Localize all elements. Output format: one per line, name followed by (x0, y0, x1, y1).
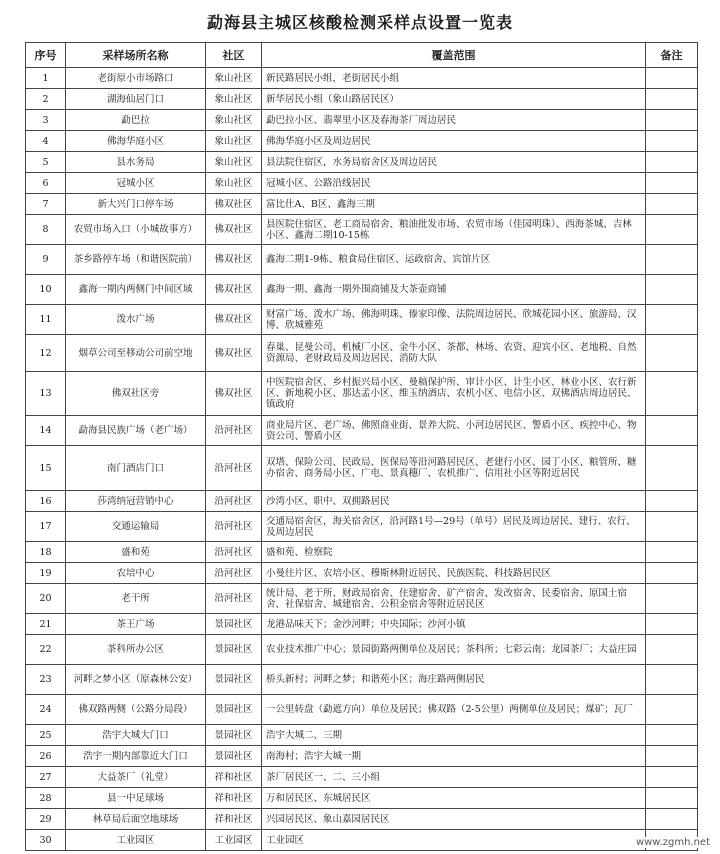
cell-community: 象山社区 (206, 173, 262, 194)
cell-community: 象山社区 (206, 131, 262, 152)
cell-no: 19 (26, 563, 66, 584)
cell-no: 6 (26, 173, 66, 194)
table-row (26, 372, 698, 416)
cell-coverage: 冠城小区、公路沿线居民 (262, 173, 646, 194)
table-row (26, 767, 698, 788)
cell-coverage: 统计局、老干所、财政局宿舍、住建宿舍、矿产宿舍、发改宿舍、民委宿舍、原国土宿舍、社保宿舍、城建宿舍、公积金宿舍等附近居民区 (262, 584, 646, 614)
cell-site: 鑫海一期内两侧门中间区域 (66, 275, 206, 305)
table-row (26, 725, 698, 746)
table-row (26, 215, 698, 245)
cell-no: 5 (26, 152, 66, 173)
cell-site: 佛双社区旁 (66, 372, 206, 416)
cell-community: 象山社区 (206, 110, 262, 131)
cell-site: 交通运输局 (66, 512, 206, 542)
cell-remark (646, 194, 698, 215)
table-row (26, 563, 698, 584)
table-row (26, 275, 698, 305)
cell-community: 景园社区 (206, 614, 262, 635)
cell-community: 祥和社区 (206, 809, 262, 830)
cell-coverage: 龙港品味天下；金沙河畔；中央国际；沙河小镇 (262, 614, 646, 635)
cell-coverage: 浩宇大城二、三期 (262, 725, 646, 746)
cell-community: 象山社区 (206, 68, 262, 89)
cell-community: 景园社区 (206, 665, 262, 695)
table-row (26, 416, 698, 446)
table-row (26, 110, 698, 131)
cell-no: 12 (26, 335, 66, 372)
cell-no: 3 (26, 110, 66, 131)
cell-community: 佛双社区 (206, 305, 262, 335)
cell-community: 沿河社区 (206, 563, 262, 584)
cell-remark (646, 542, 698, 563)
cell-coverage: 沙湾小区、职中、双拥路居民 (262, 491, 646, 512)
cell-no: 9 (26, 245, 66, 275)
table-row (26, 173, 698, 194)
table-row (26, 584, 698, 614)
cell-coverage: 富比仕A、B区、鑫海三期 (262, 194, 646, 215)
cell-site: 南门酒店门口 (66, 446, 206, 491)
cell-no: 26 (26, 746, 66, 767)
cell-no: 11 (26, 305, 66, 335)
cell-remark (646, 416, 698, 446)
cell-remark (646, 305, 698, 335)
cell-site: 佛海华庭小区 (66, 131, 206, 152)
cell-remark (646, 89, 698, 110)
cell-remark (646, 245, 698, 275)
cell-coverage: 勐巴拉小区、翡翠里小区及春海茶厂周边居民 (262, 110, 646, 131)
cell-no: 27 (26, 767, 66, 788)
cell-community: 沿河社区 (206, 542, 262, 563)
cell-remark (646, 68, 698, 89)
cell-coverage: 县医院住宿区、老工商局宿舍、粮油批发市场、农贸市场（佳园明珠）、西海茶城、吉林小区、鑫海二期10-15栋 (262, 215, 646, 245)
watermark: www.zgmh.net (635, 837, 710, 848)
cell-remark (646, 767, 698, 788)
cell-site: 新大兴门口停车场 (66, 194, 206, 215)
table-row (26, 131, 698, 152)
cell-site: 浩宇大城大门口 (66, 725, 206, 746)
cell-coverage: 工业园区 (262, 830, 646, 851)
cell-no: 24 (26, 695, 66, 725)
table-row (26, 446, 698, 491)
cell-remark (646, 563, 698, 584)
cell-remark (646, 809, 698, 830)
cell-site: 茶乡路停车场（和谐医院前） (66, 245, 206, 275)
cell-remark (646, 491, 698, 512)
table-row (26, 335, 698, 372)
cell-coverage: 鑫海一期、鑫海一期外围商铺及大茶壶商铺 (262, 275, 646, 305)
table-row (26, 830, 698, 851)
cell-coverage: 小曼往片区、农培小区、穆斯林附近居民、民族医院、科技路居民区 (262, 563, 646, 584)
table-row (26, 788, 698, 809)
cell-community: 景园社区 (206, 695, 262, 725)
cell-no: 7 (26, 194, 66, 215)
cell-remark (646, 446, 698, 491)
cell-coverage: 中医院宿舍区、乡村振兴局小区、曼稿保护所、审计小区、计生小区、林业小区、农行新区、新地税小区、那达孟小区、维玉纳酒店、农机小区、电信小区、双佛酒店周边居民、镇政府 (262, 372, 646, 416)
cell-no: 23 (26, 665, 66, 695)
cell-community: 工业园区 (206, 830, 262, 851)
cell-no: 22 (26, 635, 66, 665)
cell-site: 河畔之梦小区（原森林公安） (66, 665, 206, 695)
table-row (26, 665, 698, 695)
cell-coverage: 盛和苑、检察院 (262, 542, 646, 563)
table-header-row (26, 43, 698, 68)
cell-no: 25 (26, 725, 66, 746)
cell-no: 14 (26, 416, 66, 446)
cell-community: 佛双社区 (206, 194, 262, 215)
cell-no: 30 (26, 830, 66, 851)
cell-coverage: 佛海华庭小区及周边居民 (262, 131, 646, 152)
cell-no: 16 (26, 491, 66, 512)
cell-no: 15 (26, 446, 66, 491)
cell-remark (646, 110, 698, 131)
cell-remark (646, 725, 698, 746)
cell-no: 18 (26, 542, 66, 563)
table-row (26, 635, 698, 665)
header-community: 社区 (206, 43, 262, 68)
cell-no: 28 (26, 788, 66, 809)
cell-remark (646, 275, 698, 305)
cell-site: 老街原小市场路口 (66, 68, 206, 89)
table-row (26, 305, 698, 335)
header-remark: 备注 (646, 43, 698, 68)
cell-site: 佛双路两侧（公路分局段） (66, 695, 206, 725)
cell-site: 烟草公司至移动公司前空地 (66, 335, 206, 372)
cell-no: 8 (26, 215, 66, 245)
cell-no: 1 (26, 68, 66, 89)
cell-remark (646, 173, 698, 194)
cell-community: 象山社区 (206, 89, 262, 110)
cell-coverage: 财富广场、泼水广场、佛海明珠、傣家印像、法院周边居民、欣城花园小区、旅游局、汉博、欣城雅苑 (262, 305, 646, 335)
header-no: 序号 (26, 43, 66, 68)
cell-community: 佛双社区 (206, 335, 262, 372)
cell-community: 沿河社区 (206, 512, 262, 542)
cell-coverage: 新华居民小组（象山路居民区） (262, 89, 646, 110)
cell-coverage: 万和居民区、东城居民区 (262, 788, 646, 809)
cell-site: 茶王广场 (66, 614, 206, 635)
table-row (26, 491, 698, 512)
cell-coverage: 兴园居民区、象山嘉园居民区 (262, 809, 646, 830)
cell-site: 茶科所办公区 (66, 635, 206, 665)
cell-community: 沿河社区 (206, 491, 262, 512)
cell-site: 老干所 (66, 584, 206, 614)
table-row (26, 245, 698, 275)
cell-remark (646, 152, 698, 173)
cell-remark (646, 614, 698, 635)
cell-coverage: 县法院住宿区，水务局宿舍区及周边居民 (262, 152, 646, 173)
table-row (26, 614, 698, 635)
cell-no: 10 (26, 275, 66, 305)
cell-no: 20 (26, 584, 66, 614)
table-row (26, 542, 698, 563)
cell-remark (646, 512, 698, 542)
cell-coverage: 鑫海二期1-9栋、粮食局住宿区、运政宿舍、宾馆片区 (262, 245, 646, 275)
cell-remark (646, 372, 698, 416)
table-row (26, 68, 698, 89)
header-site: 采样场所名称 (66, 43, 206, 68)
header-coverage: 覆盖范围 (262, 43, 646, 68)
cell-remark (646, 695, 698, 725)
cell-site: 冠城小区 (66, 173, 206, 194)
table-row (26, 809, 698, 830)
cell-remark (646, 665, 698, 695)
cell-remark (646, 215, 698, 245)
page-title: 勐海县主城区核酸检测采样点设置一览表 (206, 13, 513, 32)
cell-coverage: 新民路居民小组，老街居民小组 (262, 68, 646, 89)
sampling-sites-table (25, 42, 698, 851)
cell-coverage: 农业技术推广中心；景园街路两侧单位及居民；茶科所；七彩云南；龙园茶厂；大益庄园 (262, 635, 646, 665)
cell-community: 象山社区 (206, 152, 262, 173)
cell-community: 佛双社区 (206, 372, 262, 416)
table-row (26, 512, 698, 542)
cell-site: 浩宇一期内部靠近大门口 (66, 746, 206, 767)
cell-coverage: 双塔、保险公司、民政局、医保局等沿河路居民区、老建行小区、园丁小区、粮管所、糖办宿舍、商务局小区、广电、景真穗厂、农机推广、信用社小区等附近居民 (262, 446, 646, 491)
cell-community: 祥和社区 (206, 767, 262, 788)
cell-site: 勐海县民族广场（老广场） (66, 416, 206, 446)
cell-remark (646, 131, 698, 152)
cell-remark (646, 335, 698, 372)
cell-community: 佛双社区 (206, 215, 262, 245)
cell-site: 勐巴拉 (66, 110, 206, 131)
cell-no: 13 (26, 372, 66, 416)
cell-site: 莎湾纳冠营销中心 (66, 491, 206, 512)
cell-site: 县水务局 (66, 152, 206, 173)
cell-no: 29 (26, 809, 66, 830)
cell-coverage: 南海村；浩宇大城一期 (262, 746, 646, 767)
cell-coverage: 商业局片区、老广场、佛照商业街、景养大院、小河边居民区、警盾小区、疾控中心、物资公司、警盾小区 (262, 416, 646, 446)
table-row (26, 695, 698, 725)
cell-coverage: 桥头新村；河畔之梦；和谐苑小区；海庄路两侧居民 (262, 665, 646, 695)
cell-community: 沿河社区 (206, 416, 262, 446)
cell-community: 沿河社区 (206, 584, 262, 614)
cell-no: 2 (26, 89, 66, 110)
table-row (26, 194, 698, 215)
cell-community: 佛双社区 (206, 245, 262, 275)
cell-site: 湖海仙居门口 (66, 89, 206, 110)
cell-site: 农培中心 (66, 563, 206, 584)
table-row (26, 152, 698, 173)
cell-site: 泼水广场 (66, 305, 206, 335)
cell-site: 盛和苑 (66, 542, 206, 563)
cell-no: 4 (26, 131, 66, 152)
cell-coverage: 交通局宿舍区，海关宿舍区，沿河路1号—29号（单号）居民及周边居民、建行、农行、及周边居民 (262, 512, 646, 542)
cell-remark (646, 746, 698, 767)
cell-site: 农贸市场入口（小城故事方） (66, 215, 206, 245)
cell-community: 景园社区 (206, 635, 262, 665)
cell-site: 县一中足球场 (66, 788, 206, 809)
cell-site: 林草局后面空地球场 (66, 809, 206, 830)
cell-site: 大益茶厂（礼堂） (66, 767, 206, 788)
table-row (26, 89, 698, 110)
cell-no: 17 (26, 512, 66, 542)
cell-remark (646, 635, 698, 665)
cell-community: 佛双社区 (206, 275, 262, 305)
cell-site: 工业园区 (66, 830, 206, 851)
cell-coverage: 茶厂居民区一、二、三小组 (262, 767, 646, 788)
cell-community: 景园社区 (206, 746, 262, 767)
cell-no: 21 (26, 614, 66, 635)
cell-remark (646, 584, 698, 614)
cell-coverage: 春巢、昆曼公司、机械厂小区、金牛小区、茶都、林场、农资、迎宾小区、老地税、自然资源局、老财政局及周边居民、消防大队 (262, 335, 646, 372)
cell-community: 沿河社区 (206, 446, 262, 491)
cell-community: 祥和社区 (206, 788, 262, 809)
cell-coverage: 一公里转盘（勐遮方向）单位及居民；佛双路（2-5公里）两侧单位及居民；煤矿；瓦厂 (262, 695, 646, 725)
cell-remark (646, 788, 698, 809)
table-row (26, 746, 698, 767)
cell-community: 景园社区 (206, 725, 262, 746)
